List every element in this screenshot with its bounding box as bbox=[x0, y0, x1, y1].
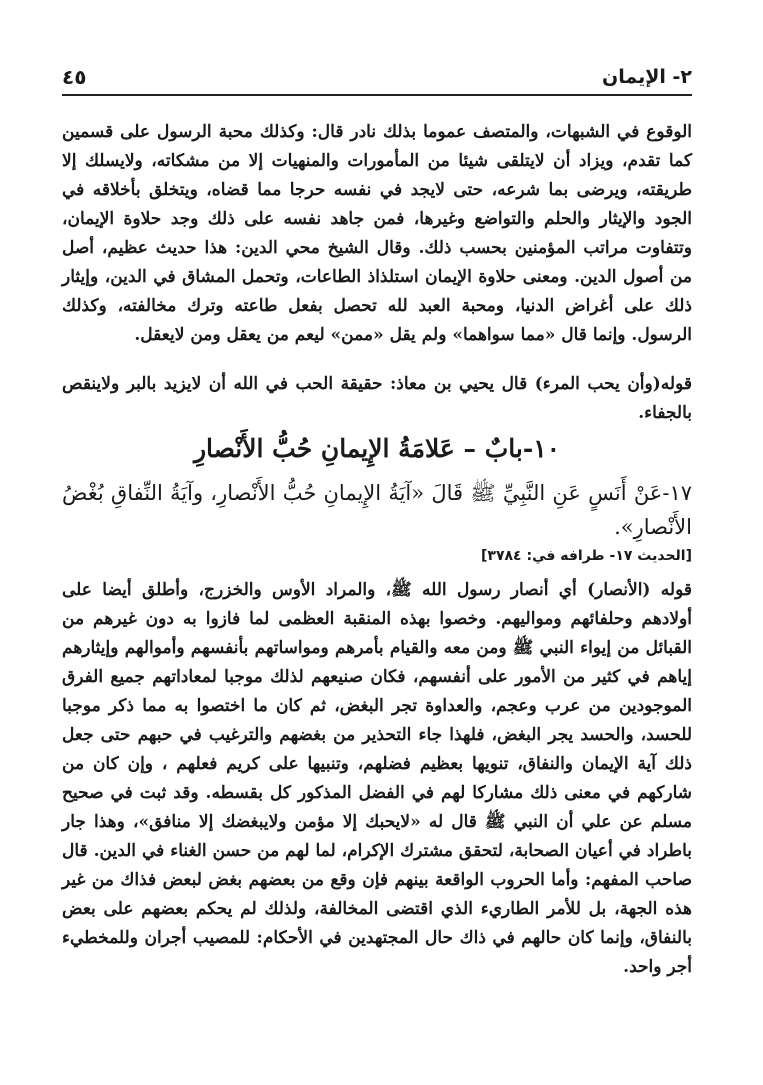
commentary-paragraph-3: قوله (الأنصار) أي أنصار رسول الله ﷺ، والمراد الأوس والخزرج، وأطلق أيضا على أولادهم وحلفائهم ومواليهم. وخصوا بهذه المنقبة العظمى لما فازوا به دون غيرهم من القبائل من إيواء النبي ﷺ ومن معه والقيام بأمرهم ومواساتهم بأنفسهم وأموالهم وإيثارهم إياهم في كثير من الأمور على أنفسهم، فكان صنيعهم لذلك موجبا لمعاداتهم جميع الفرق الموجودين من عرب وعجم، والعداوة تجر البغض، ثم كان ما اختصوا به مما ذكر موجبا للحسد، والحسد يجر البغض، فلهذا جاء التحذير من بغضهم والترغيب في حبهم حتى جعل ذلك آية الإيمان والنفاق، تنويها بعظيم فضلهم، وتنبيها على كريم فعلهم ، وإن كان من شاركهم في معنى ذلك مشاركا لهم في الفضل المذكور كل بقسطه. وقد ثبت في صحيح مسلم عن علي أن النبي ﷺ قال له «لايحبك إلا مؤمن ولايبغضك إلا منافق»، وهذا جار باطراد في أعيان الصحابة، لتحقق مشترك الإكرام، لما لهم من حسن الغناء في الدين. قال صاحب المفهم: وأما الحروب الواقعة بينهم فإن وقع من بعضهم بغض لبعض فذاك من غير هذه الجهة، بل للأمر الطاريء الذي اقتضى المخالفة، ولذلك لم يحكم بعضهم على بعض بالنفاق، وإنما كان حالهم في ذاك حال المجتهدين في الأحكام: للمصيب أجران وللمخطيء أجر واحد. bbox=[62, 580, 692, 977]
commentary-paragraph-1: الوقوع في الشبهات، والمتصف عموما بذلك نادر قال: وكذلك محبة الرسول على قسمين كما تقدم، ويزاد أن لايتلقى شيئا من المأمورات والمنهيات إلا من مشكاته، ولايسلك إلا طريقته، ويرضى بما شرعه، حتى لايجد في نفسه حرجا مما قضاه، ويتخلق بأخلاقه في الجود والإيثار والحلم والتواضع وغيرها، فمن جاهد نفسه على ذلك وجد حلاوة الإيمان، وتتفاوت مراتب المؤمنين بحسب ذلك. وقال الشيخ محي الدين: هذا حديث عظيم، أصل من أصول الدين. ومعنى حلاوة الإيمان استلذاذ الطاعات، وتحمل المشاق في الدين، وإيثار ذلك على أغراض الدنيا، ومحبة العبد لله تحصل بفعل طاعته وترك مخالفته، وكذلك الرسول. وإنما قال «مما سواهما» ولم يقل «ممن» ليعم من يعقل ومن لايعقل. bbox=[62, 122, 692, 345]
header-rule bbox=[62, 94, 692, 96]
hadith-reference: [الحديث ١٧- طرافه في: ٣٧٨٤] bbox=[481, 548, 692, 564]
hadith-text: ١٧-عَنْ أَنَسٍ عَنِ النَّبِيِّ ﷺ قَالَ «آيَةُ الإِيمانِ حُبُّ الأَنْصارِ، وآيَةُ النِّفاقِ بُغْضُ الأَنْصارِ». bbox=[62, 481, 692, 539]
chapter-title: ٢- الإيمان bbox=[602, 66, 692, 88]
commentary-paragraph-2: قوله(وأن يحب المرء) قال يحيي بن معاذ: حقيقة الحب في الله أن لايزيد بالبر ولاينقص بالجفاء. bbox=[62, 374, 692, 423]
chapter-heading: ١٠-بابٌ – عَلامَةُ الإِيمانِ حُبُّ الأَنْصارِ bbox=[193, 434, 561, 463]
running-header bbox=[62, 62, 692, 92]
page-number: ٤٥ bbox=[62, 65, 87, 89]
